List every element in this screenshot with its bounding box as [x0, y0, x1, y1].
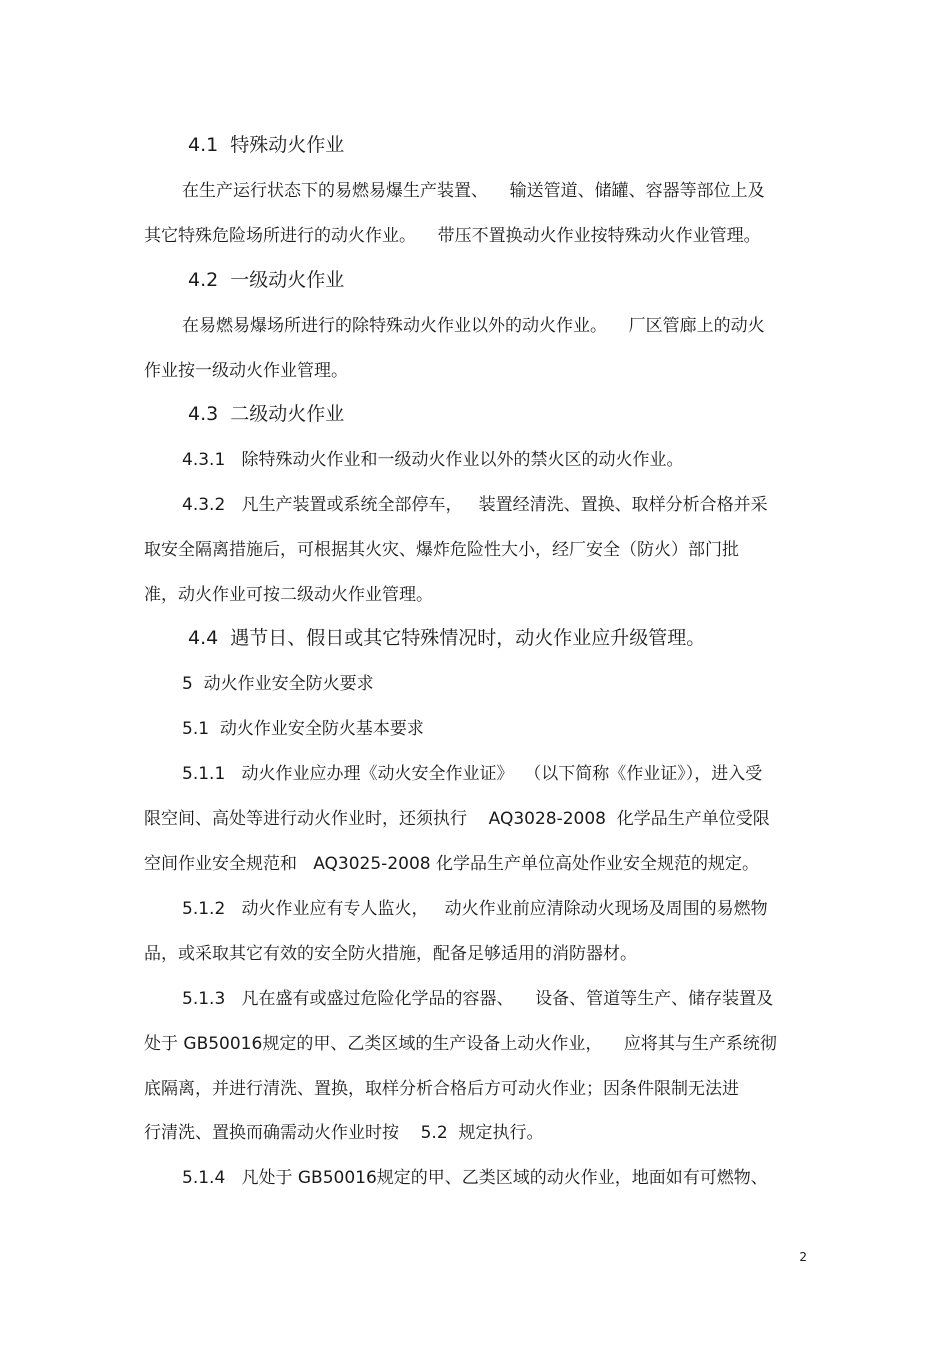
heading-4-1: 4.1 特殊动火作业 — [188, 134, 345, 156]
text-line: 在易燃易爆场所进行的除特殊动火作业以外的动火作业。 厂区管廊上的动火 — [182, 316, 765, 336]
heading-4-3: 4.3 二级动火作业 — [188, 403, 345, 425]
text-line: 4.3.2 凡生产装置或系统全部停车， 装置经清洗、置换、取样分析合格并采 — [182, 495, 768, 515]
text-line: 在生产运行状态下的易燃易爆生产装置、 输送管道、储罐、容器等部位上及 — [182, 181, 765, 201]
section-5-1-title: 5.1 动火作业安全防火基本要求 — [182, 719, 424, 739]
text-line: 限空间、高处等进行动火作业时，还须执行 AQ3028-2008 化学品生产单位受限 — [144, 809, 770, 829]
text-line: 作业按一级动火作业管理。 — [144, 361, 348, 381]
text-line: 行清洗、置换而确需动火作业时按 5.2 规定执行。 — [144, 1123, 544, 1143]
text-line: 4.3.1 除特殊动火作业和一级动火作业以外的禁火区的动火作业。 — [182, 450, 684, 470]
text-line: 其它特殊危险场所进行的动火作业。 带压不置换动火作业按特殊动火作业管理。 — [144, 226, 761, 246]
heading-4-4: 4.4 遇节日、假日或其它特殊情况时，动火作业应升级管理。 — [188, 627, 706, 649]
page-number: 2 — [799, 1250, 807, 1264]
text-line: 处于 GB50016规定的甲、乙类区域的生产设备上动火作业， 应将其与生产系统彻 — [144, 1034, 777, 1054]
text-line: 准，动火作业可按二级动火作业管理。 — [144, 585, 433, 605]
text-line: 空间作业安全规范和 AQ3025-2008 化学品生产单位高处作业安全规范的规定。 — [144, 854, 759, 874]
text-line: 取安全隔离措施后，可根据其火灾、爆炸危险性大小，经厂安全（防火）部门批 — [144, 540, 739, 560]
section-5-title: 5 动火作业安全防火要求 — [182, 674, 374, 694]
heading-4-2: 4.2 一级动火作业 — [188, 269, 345, 291]
text-line: 品，或采取其它有效的安全防火措施，配备足够适用的消防器材。 — [144, 944, 637, 964]
text-line: 5.1.1 动火作业应办理《动火安全作业证》 （以下简称《作业证》），进入受 — [182, 764, 763, 784]
text-line: 底隔离，并进行清洗、置换，取样分析合格后方可动火作业；因条件限制无法进 — [144, 1079, 739, 1099]
text-line: 5.1.4 凡处于 GB50016规定的甲、乙类区域的动火作业，地面如有可燃物、 — [182, 1168, 768, 1188]
text-line: 5.1.2 动火作业应有专人监火， 动火作业前应清除动火现场及周围的易燃物 — [182, 899, 768, 919]
text-line: 5.1.3 凡在盛有或盛过危险化学品的容器、 设备、管道等生产、储存装置及 — [182, 989, 774, 1009]
